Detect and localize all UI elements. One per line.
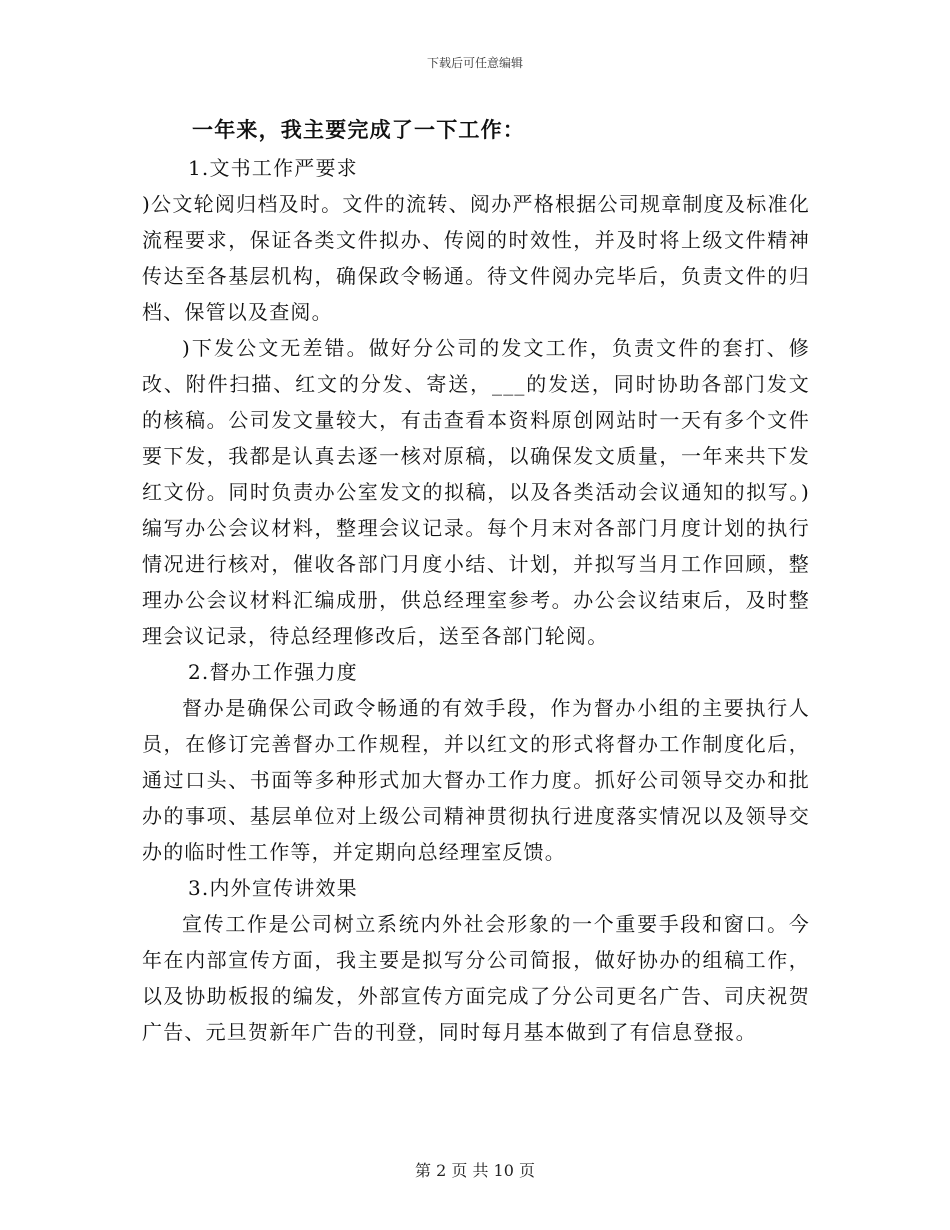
document-body (142, 110, 810, 1050)
page-footer: 第 2 页 共 10 页 (415, 1161, 535, 1180)
section-title-3: 3.内外宣传讲效果 (188, 876, 358, 900)
paragraph-3-1: 宣传工作是公司树立系统内外社会形象的一个重要手段和窗口。今年在内部宣传方面，我主要是拟写分公司简报，做好协办的组稿工作，以及协助板报的编发，外部宣传方面完成了分公司更名广告、司庆祝贺广告、元旦贺新年广告的刊登，同时每月基本做到了有信息登报。 (142, 912, 810, 1044)
section-title-2: 2.督办工作强力度 (188, 660, 358, 684)
main-heading: 一年来，我主要完成了一下工作： (192, 117, 525, 142)
paragraph-2-1: 督办是确保公司政令畅通的有效手段，作为督办小组的主要执行人员，在修订完善督办工作规程，并以红文的形式将督办工作制度化后，通过口头、书面等多种形式加大督办工作力度。抓好公司领导交办和批办的事项、基层单位对上级公司精神贯彻执行进度落实情况以及领导交办的临时性工作等，并定期向总经理室反馈。 (142, 696, 810, 864)
section-title-1: 1.文书工作严要求 (188, 156, 358, 180)
paragraph-1-2: )下发公文无差错。做好分公司的发文工作，负责文件的套打、修改、附件扫描、红文的分发、寄送，___的发送，同时协助各部门发文的核稿。公司发文量较大，有击查看本资料原创网站时一天有多个文件要下发，我都是认真去逐一核对原稿，以确保发文质量，一年来共下发红文份。同时负责办公室发文的拟稿，以及各类活动会议通知的拟写。)编写办公会议材料，整理会议记录。每个月末对各部门月度计划的执行情况进行核对，催收各部门月度小结、计划，并拟写当月工作回顾，整理办公会议材料汇编成册，供总经理室参考。办公会议结束后，及时整理会议记录，待总经理修改后，送至各部门轮阅。 (142, 336, 810, 648)
page-header: 下载后可任意编辑 (426, 56, 523, 70)
paragraph-1-1: )公文轮阅归档及时。文件的流转、阅办严格根据公司规章制度及标准化流程要求，保证各类文件拟办、传阅的时效性，并及时将上级文件精神传达至各基层机构，确保政令畅通。待文件阅办完毕后，负责文件的归档、保管以及查阅。 (142, 192, 810, 324)
